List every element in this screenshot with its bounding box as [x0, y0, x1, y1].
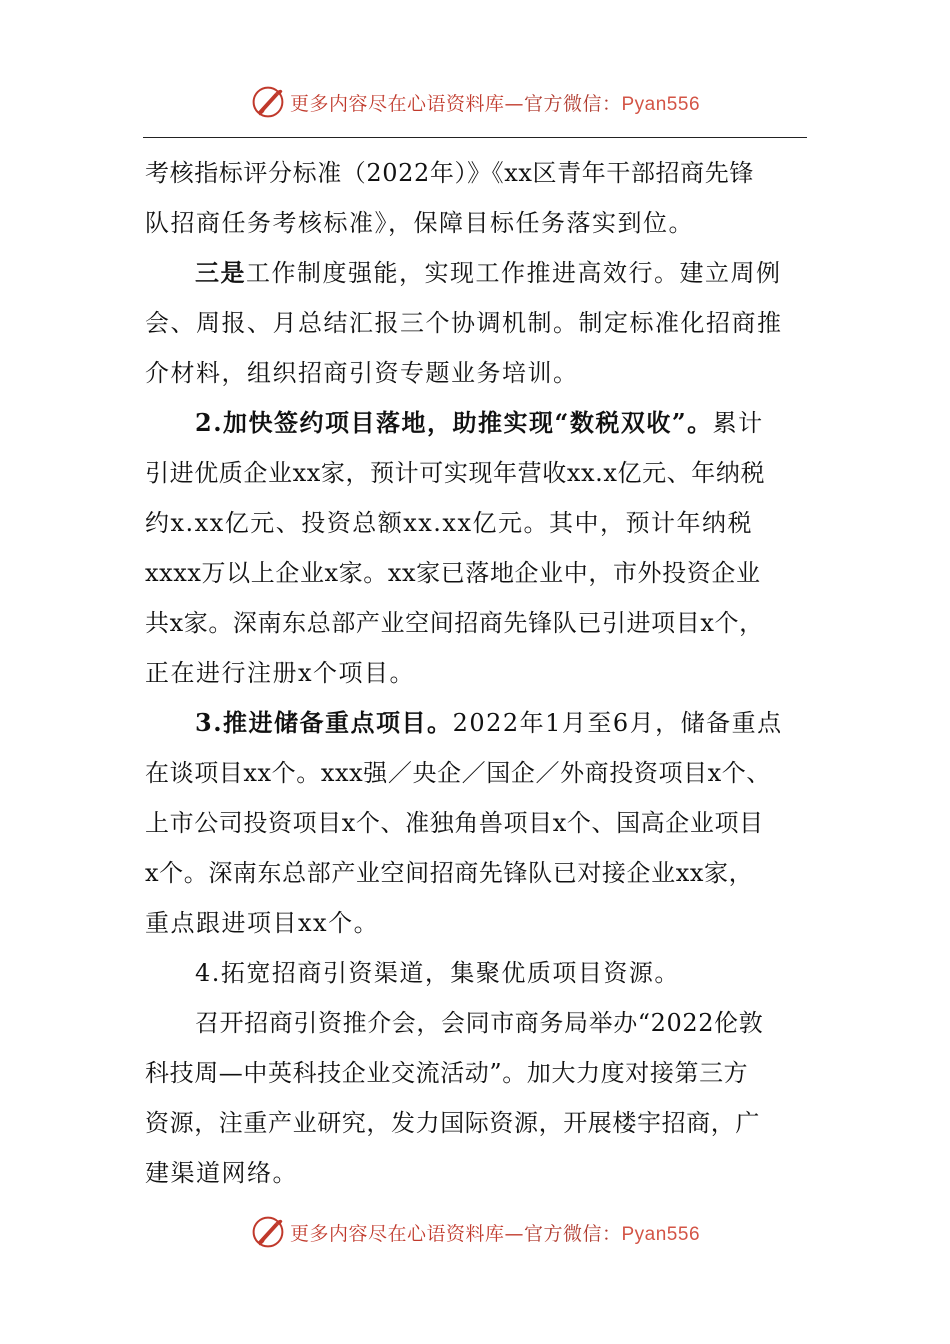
text-line: 共x家。深南东总部产业空间招商先锋队已引进项目x个， — [145, 609, 764, 637]
document-body — [145, 148, 809, 1198]
text-line: 介材料，组织招商引资专题业务培训。 — [145, 359, 579, 387]
watermark-dash: — — [504, 1222, 524, 1245]
text-line: 召开招商引资推介会，会同市商务局举办“2022伦敦 — [195, 1009, 764, 1037]
text-line: 建渠道网络。 — [145, 1159, 298, 1187]
text-line: 资源，注重产业研究，发力国际资源，开展楼宇招商，广 — [145, 1109, 760, 1137]
text-span: 工作制度强能，实现工作推进高效行。建立周例 — [246, 259, 782, 287]
text-line — [145, 248, 809, 298]
watermark-title: 更多内容尽在心语资料库 — [289, 92, 505, 115]
text-line: x个。深南东总部产业空间招商先锋队已对接企业xx家， — [145, 859, 754, 887]
watermark-wechat-id: Pyan556 — [621, 93, 701, 115]
text-line: 考核指标评分标准（2022年）》《xx区青年干部招商先锋 — [145, 159, 754, 187]
watermark-dash: — — [504, 92, 524, 115]
watermark-wechat-id: Pyan556 — [621, 1223, 701, 1245]
section-heading: 2.加快签约项目落地，助推实现“数税双收”。 — [195, 408, 713, 437]
watermark-text — [290, 1219, 700, 1246]
watermark-title: 更多内容尽在心语资料库 — [289, 1222, 505, 1245]
paragraph-lead: 三是 — [195, 258, 246, 287]
quill-pen-icon — [250, 84, 286, 120]
watermark-text — [290, 89, 700, 116]
text-line: 引进优质企业xx家，预计可实现年营收xx.x亿元、年纳税 — [145, 459, 766, 487]
quill-pen-icon — [250, 1214, 286, 1250]
text-span: 累计 — [712, 409, 764, 437]
header-divider — [143, 137, 807, 138]
watermark-wechat-label: 官方微信： — [523, 1222, 622, 1245]
text-line: 会、周报、月总结汇报三个协调机制。制定标准化招商推 — [145, 309, 783, 337]
text-line: xxxx万以上企业x家。xx家已落地企业中，市外投资企业 — [145, 559, 761, 587]
text-line: 重点跟进项目xx个。 — [145, 909, 380, 937]
footer-watermark — [0, 1210, 950, 1254]
text-line — [145, 698, 809, 748]
text-line: 正在进行注册x个项目。 — [145, 659, 416, 687]
text-line: 上市公司投资项目x个、准独角兽项目x个、国高企业项目 — [145, 809, 764, 837]
text-line — [145, 398, 809, 448]
text-line: 在谈项目xx个。xxx强／央企／国企／外商投资项目x个、 — [145, 759, 772, 787]
text-line: 科技周—中英科技企业交流活动”。加大力度对接第三方 — [145, 1059, 749, 1087]
text-line: 约x.xx亿元、投资总额xx.xx亿元。其中，预计年纳税 — [145, 509, 754, 537]
section-heading: 4.拓宽招商引资渠道，集聚优质项目资源。 — [195, 959, 680, 987]
text-span: 2022年1月至6月，储备重点 — [452, 709, 783, 737]
header-watermark — [0, 80, 950, 124]
text-line: 队招商任务考核标准》，保障目标任务落实到位。 — [145, 209, 694, 237]
section-heading: 3.推进储备重点项目。 — [195, 708, 453, 737]
watermark-wechat-label: 官方微信： — [523, 92, 622, 115]
